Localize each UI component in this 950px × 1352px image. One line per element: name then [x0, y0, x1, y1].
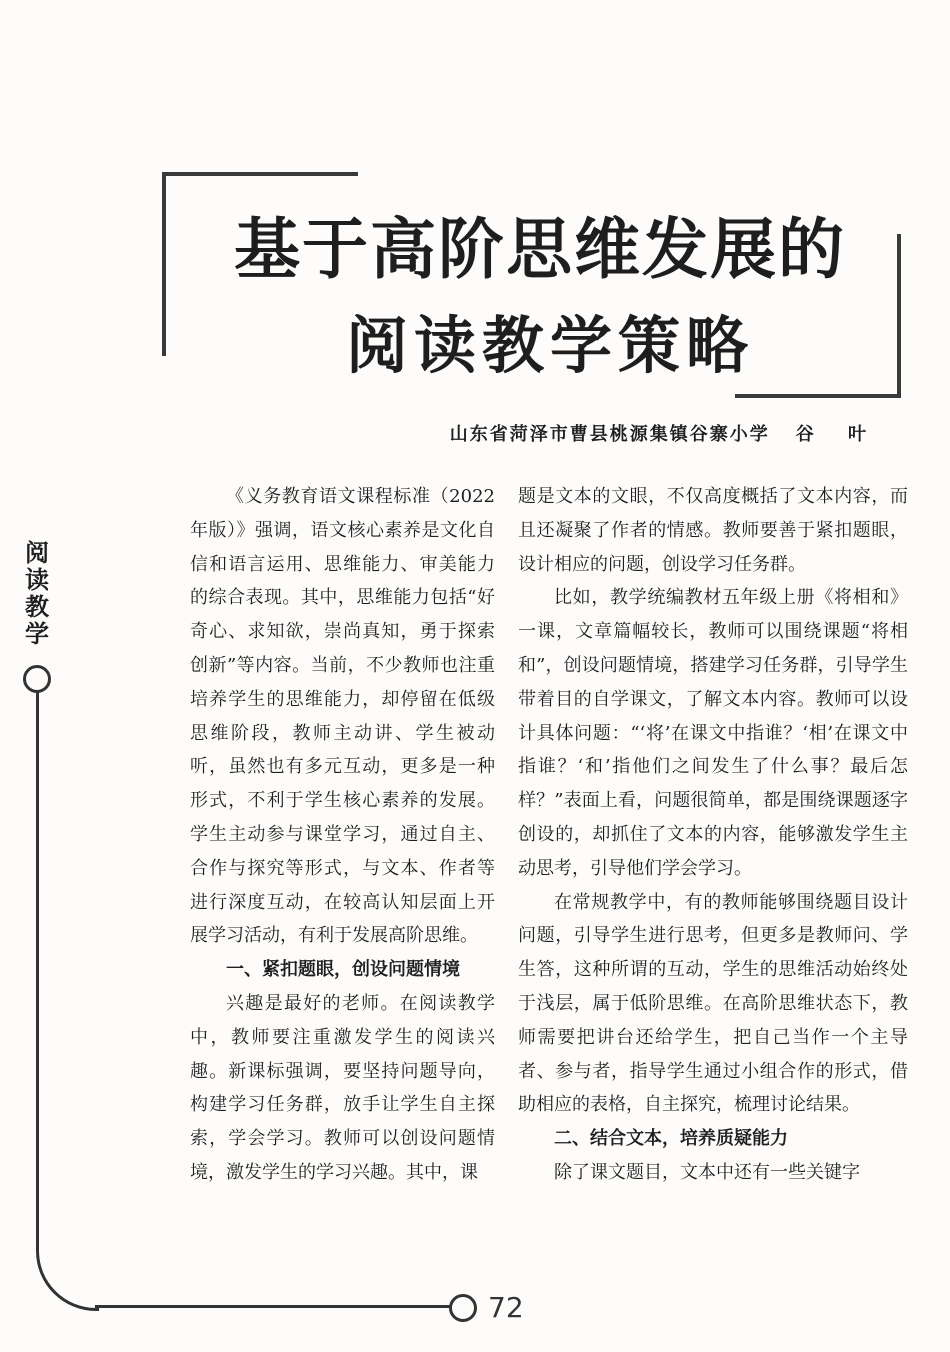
author-affiliation: 山东省菏泽市曹县桃源集镇谷寨小学: [449, 424, 770, 445]
article-title-line1: 基于高阶思维发展的: [234, 211, 846, 288]
author-name: 谷 叶: [795, 424, 880, 445]
paragraph: 《义务教育语文课程标准（2022年版）》强调，语文核心素养是文化自信和语言运用、思维能力、审美能力的综合表现。其中，思维能力包括“好奇心、求知欲，崇尚真知，勇于探索创新”等内容。当前，不少教师也注重培养学生的思维能力，却停留在低级思维阶段，教师主动讲、学生被动听，虽然也有多元互动，更多是一种形式，不利于学生核心素养的发展。学生主动参与课堂学习，通过自主、合作与探究等形式，与文本、作者等进行深度互动，在较高认知层面上开展学习活动，有利于发展高阶思维。: [190, 486, 495, 947]
paragraph: 比如，教学统编教材五年级上册《将相和》一课，文章篇幅较长，教师可以围绕课题“将相和”，创设问题情境，搭建学习任务群，引导学生带着目的自学课文，了解文本内容。教师可以设计具体问题：“‘将’在课文中指谁？‘相’在课文中指谁？‘和’指他们之间发生了什么事？最后怎样？”表面上看，问题很简单，都是围绕课题逐字创设的，却抓住了文本的内容，能够激发学生主动思考，引导他们学会学习。: [518, 587, 908, 879]
paragraph: 在常规教学中，有的教师能够围绕题目设计问题，引导学生进行思考，但更多是教师问、学生答，这种所谓的互动，学生的思维活动始终处于浅层，属于低阶思维。在高阶思维状态下，教师需要把讲台还给学生，把自己当作一个主导者、参与者，指导学生通过小组合作的形式，借助相应的表格，自主探究，梳理讨论结果。: [518, 891, 908, 1116]
section-heading-1: 一、紧扣题眼，创设问题情境: [226, 959, 460, 981]
right-column: [518, 480, 908, 1260]
left-column: [190, 480, 495, 1260]
paragraph-continued: 题是文本的文眼，不仅高度概括了文本内容，而且还凝聚了作者的情感。教师要善于紧扣题眼，设计相应的问题，创设学习任务群。: [518, 486, 908, 575]
paragraph: 除了课文题目，文本中还有一些关键字: [554, 1161, 860, 1183]
title-frame-left: [162, 172, 166, 356]
title-frame-right: [897, 234, 901, 398]
side-vertical-rule: [36, 690, 39, 1250]
section-heading-2: 二、结合文本，培养质疑能力: [554, 1128, 788, 1150]
bottom-curve-rule: [36, 1230, 99, 1311]
title-frame-bottom: [735, 394, 901, 398]
page-number: 72: [488, 1291, 524, 1324]
side-circle-ornament: [23, 665, 51, 693]
byline: [420, 420, 880, 450]
bottom-horizontal-rule: [95, 1305, 450, 1308]
section-label: 阅读教学: [25, 539, 49, 648]
paragraph: 兴趣是最好的老师。在阅读教学中，教师要注重激发学生的阅读兴趣。新课标强调，要坚持问题导向，构建学习任务群，放手让学生自主探索，学会学习。教师可以创设问题情境，激发学生的学习兴趣。其中，课: [190, 992, 495, 1183]
title-frame-top: [162, 172, 358, 176]
article-title-line2: 阅读教学策略: [345, 309, 754, 382]
bottom-circle-ornament: [449, 1294, 477, 1322]
